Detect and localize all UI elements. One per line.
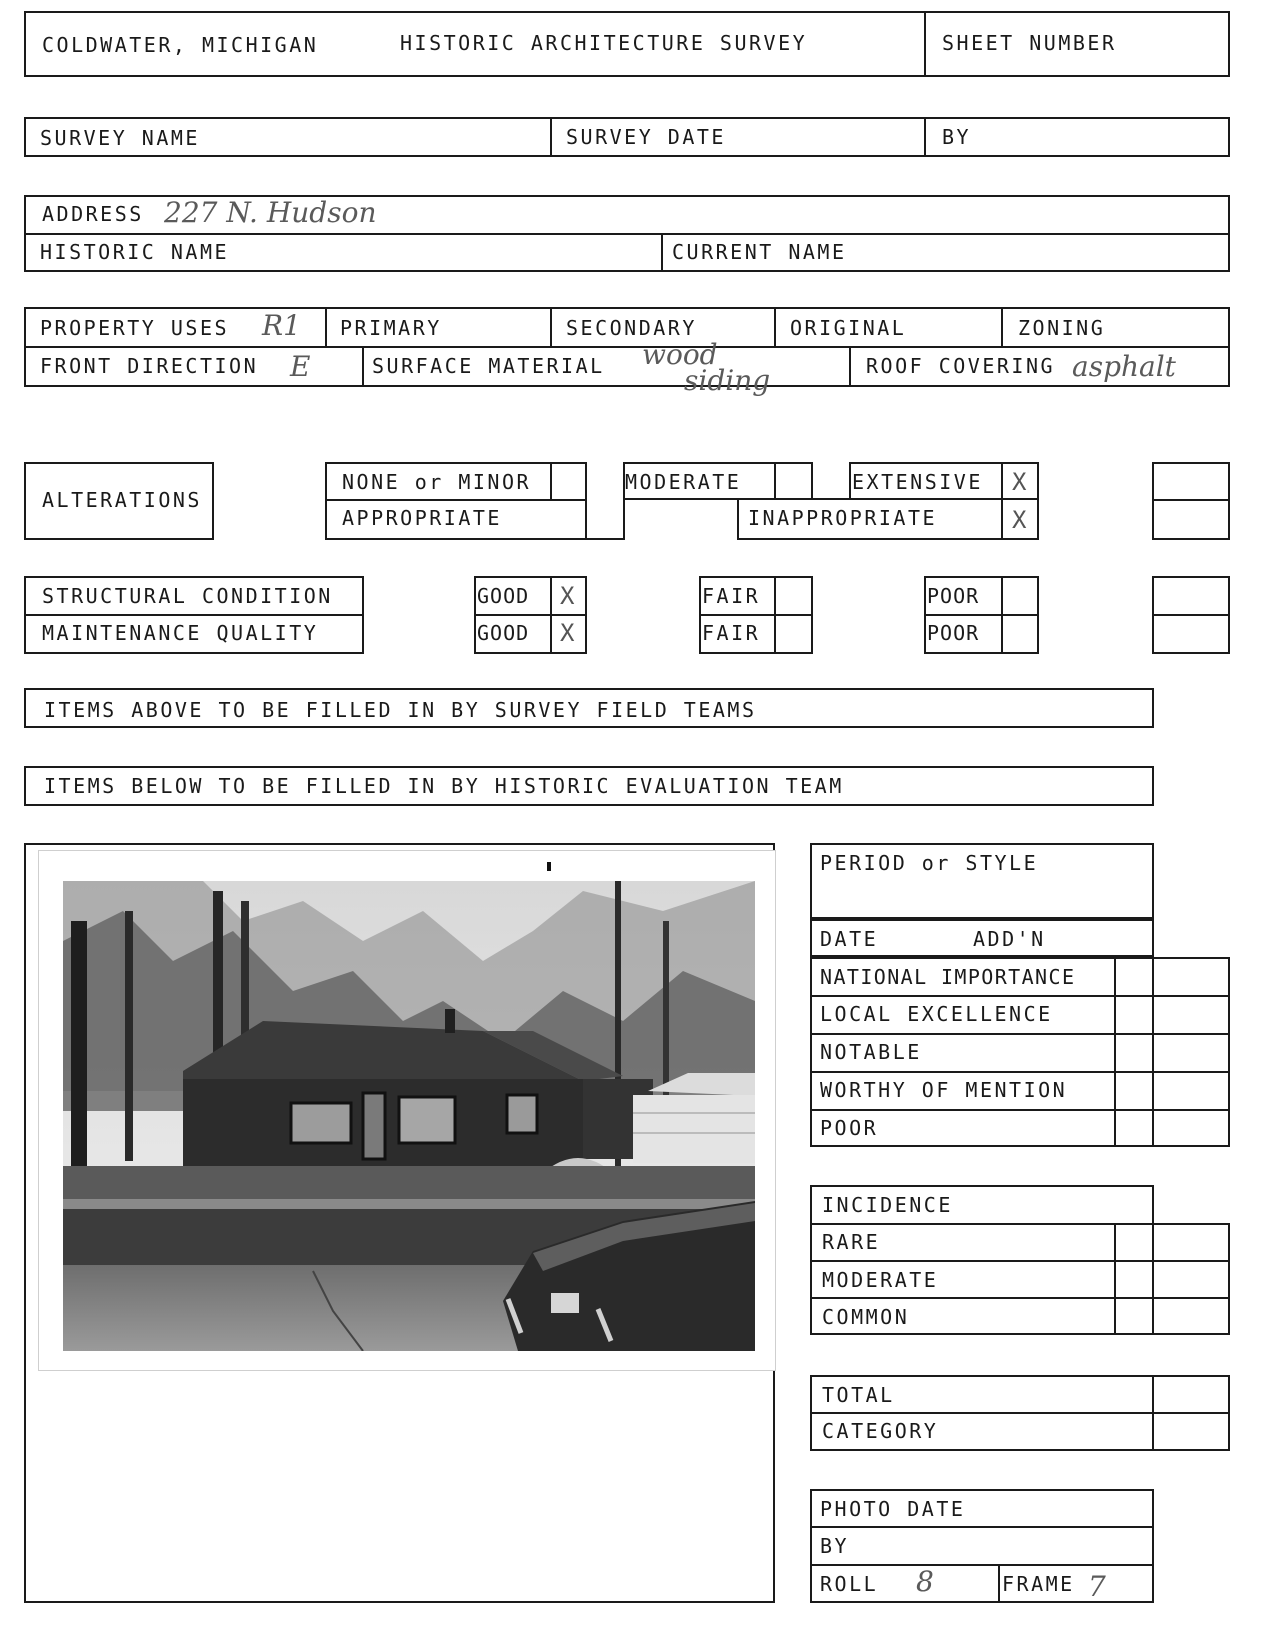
photo-by-label: BY	[820, 1534, 850, 1558]
city-label: COLDWATER, MICHIGAN	[42, 33, 319, 57]
alterations-label: ALTERATIONS	[42, 488, 202, 512]
historic-name-label: HISTORIC NAME	[40, 240, 230, 264]
survey-by-label: BY	[942, 125, 972, 149]
structural-condition-label: STRUCTURAL CONDITION	[42, 584, 333, 608]
good-divider	[474, 614, 587, 616]
structural-good-mark: X	[560, 582, 575, 610]
primary-label: PRIMARY	[340, 316, 442, 340]
maintenance-fair-label: FAIR	[702, 621, 761, 645]
current-name-label: CURRENT NAME	[672, 240, 847, 264]
maintenance-poor-label: POOR	[927, 621, 980, 645]
survey-divider-2	[924, 117, 926, 157]
condition-score-divider	[1152, 614, 1230, 616]
structural-good-label: GOOD	[477, 584, 530, 608]
worthy-of-mention-label: WORTHY OF MENTION	[820, 1078, 1068, 1102]
category-label: CATEGORY	[822, 1419, 939, 1443]
good-checkbox-line	[550, 576, 552, 654]
alt-moderate-checkbox-line	[774, 462, 776, 500]
property-divider-zoning	[1001, 307, 1003, 347]
alt-appropriate-label: APPROPRIATE	[342, 506, 502, 530]
property-row-divider	[24, 346, 1230, 348]
alt-extensive-mark: X	[1012, 468, 1027, 496]
photo-date-label: PHOTO DATE	[820, 1497, 966, 1521]
items-below-note: ITEMS BELOW TO BE FILLED IN BY HISTORIC EVALUATION TEAM	[44, 774, 844, 798]
alt-appropriate-check-bottom	[587, 538, 625, 540]
property-divider-original	[774, 307, 776, 347]
evaluation-poor-label: POOR	[820, 1116, 879, 1140]
period-style-label: PERIOD or STYLE	[820, 851, 1039, 875]
structural-poor-label: POOR	[927, 584, 980, 608]
alt-inappropriate-label: INAPPROPRIATE	[748, 506, 938, 530]
property-uses-value: R1	[262, 309, 301, 342]
importance-row-2	[810, 1033, 1230, 1035]
roof-covering-value: asphalt	[1072, 350, 1176, 383]
incidence-row-2	[810, 1297, 1230, 1299]
alt-inappropriate-mark: X	[1012, 506, 1027, 534]
photo-info-row-2	[810, 1564, 1154, 1566]
surface-material-value-1: wood	[642, 338, 718, 371]
maintenance-good-label: GOOD	[477, 621, 530, 645]
roll-value: 8	[916, 1565, 934, 1598]
items-above-note: ITEMS ABOVE TO BE FILLED IN BY SURVEY FIELD TEAMS	[44, 698, 757, 722]
condition-label-divider	[24, 614, 364, 616]
incidence-col-1	[1114, 1223, 1116, 1335]
property-divider-surface	[362, 346, 364, 387]
roof-covering-label: ROOF COVERING	[866, 354, 1056, 378]
address-label: ADDRESS	[42, 202, 144, 226]
incidence-col-2	[1152, 1223, 1154, 1335]
incidence-row-1	[810, 1260, 1230, 1262]
rare-label: RARE	[822, 1230, 881, 1254]
frame-label: FRAME	[1002, 1572, 1075, 1596]
alt-extensive-label: EXTENSIVE	[852, 470, 983, 494]
original-label: ORIGINAL	[790, 316, 907, 340]
front-direction-label: FRONT DIRECTION	[40, 354, 259, 378]
total-label: TOTAL	[822, 1383, 895, 1407]
date-label: DATE	[820, 927, 879, 951]
survey-divider-1	[550, 117, 552, 157]
house-photo-image	[63, 881, 755, 1351]
roll-label: ROLL	[820, 1572, 879, 1596]
alt-none-checkbox-line	[550, 462, 552, 500]
address-row-divider	[24, 233, 1230, 235]
form-title: HISTORIC ARCHITECTURE SURVEY	[400, 31, 808, 55]
importance-col-1	[1114, 957, 1116, 1147]
property-divider-secondary	[550, 307, 552, 347]
house-photo	[38, 850, 776, 1371]
photo-info-row-1	[810, 1526, 1154, 1528]
total-divider	[810, 1412, 1230, 1414]
property-uses-label: PROPERTY USES	[40, 316, 230, 340]
alt-inappropriate-checkbox-line	[1001, 498, 1003, 540]
national-importance-label: NATIONAL IMPORTANCE	[820, 965, 1076, 989]
total-col	[1152, 1375, 1154, 1451]
incidence-label: INCIDENCE	[822, 1193, 953, 1217]
property-divider-roof	[849, 346, 851, 387]
common-label: COMMON	[822, 1305, 910, 1329]
roll-frame-divider	[998, 1564, 1000, 1603]
incidence-moderate-label: MODERATE	[822, 1268, 939, 1292]
local-excellence-label: LOCAL EXCELLENCE	[820, 1002, 1053, 1026]
alt-score-box	[1152, 462, 1230, 540]
survey-name-label: SURVEY NAME	[40, 126, 200, 150]
addn-label: ADD'N	[973, 927, 1046, 951]
secondary-label: SECONDARY	[566, 316, 697, 340]
importance-row-4	[810, 1109, 1230, 1111]
notable-label: NOTABLE	[820, 1040, 922, 1064]
surface-material-label: SURFACE MATERIAL	[372, 354, 605, 378]
alt-extensive-checkbox-line	[1001, 462, 1003, 500]
fair-checkbox-line	[774, 576, 776, 654]
property-divider-primary	[325, 307, 327, 347]
address-value: 227 N. Hudson	[164, 196, 377, 229]
photo-mark	[547, 862, 551, 871]
header-divider	[924, 11, 926, 77]
survey-date-label: SURVEY DATE	[566, 125, 726, 149]
frame-value: 7	[1088, 1570, 1106, 1603]
importance-row-3	[810, 1071, 1230, 1073]
structural-fair-label: FAIR	[702, 584, 761, 608]
alt-score-divider	[1152, 499, 1230, 501]
name-divider	[661, 233, 663, 272]
poor-divider	[924, 614, 1039, 616]
importance-col-2	[1152, 957, 1154, 1147]
alt-none-label: NONE or MINOR	[342, 470, 532, 494]
zoning-label: ZONING	[1018, 316, 1106, 340]
importance-row-1	[810, 995, 1230, 997]
fair-divider	[699, 614, 813, 616]
maintenance-quality-label: MAINTENANCE QUALITY	[42, 621, 319, 645]
alt-none-divider	[325, 499, 587, 501]
sheet-number-label: SHEET NUMBER	[942, 31, 1117, 55]
maintenance-good-mark: X	[560, 619, 575, 647]
alt-appropriate-check-right	[623, 498, 625, 540]
poor-checkbox-line	[1001, 576, 1003, 654]
surface-material-value-2: siding	[684, 364, 771, 397]
alt-moderate-label: MODERATE	[625, 470, 742, 494]
front-direction-value: E	[290, 350, 311, 383]
